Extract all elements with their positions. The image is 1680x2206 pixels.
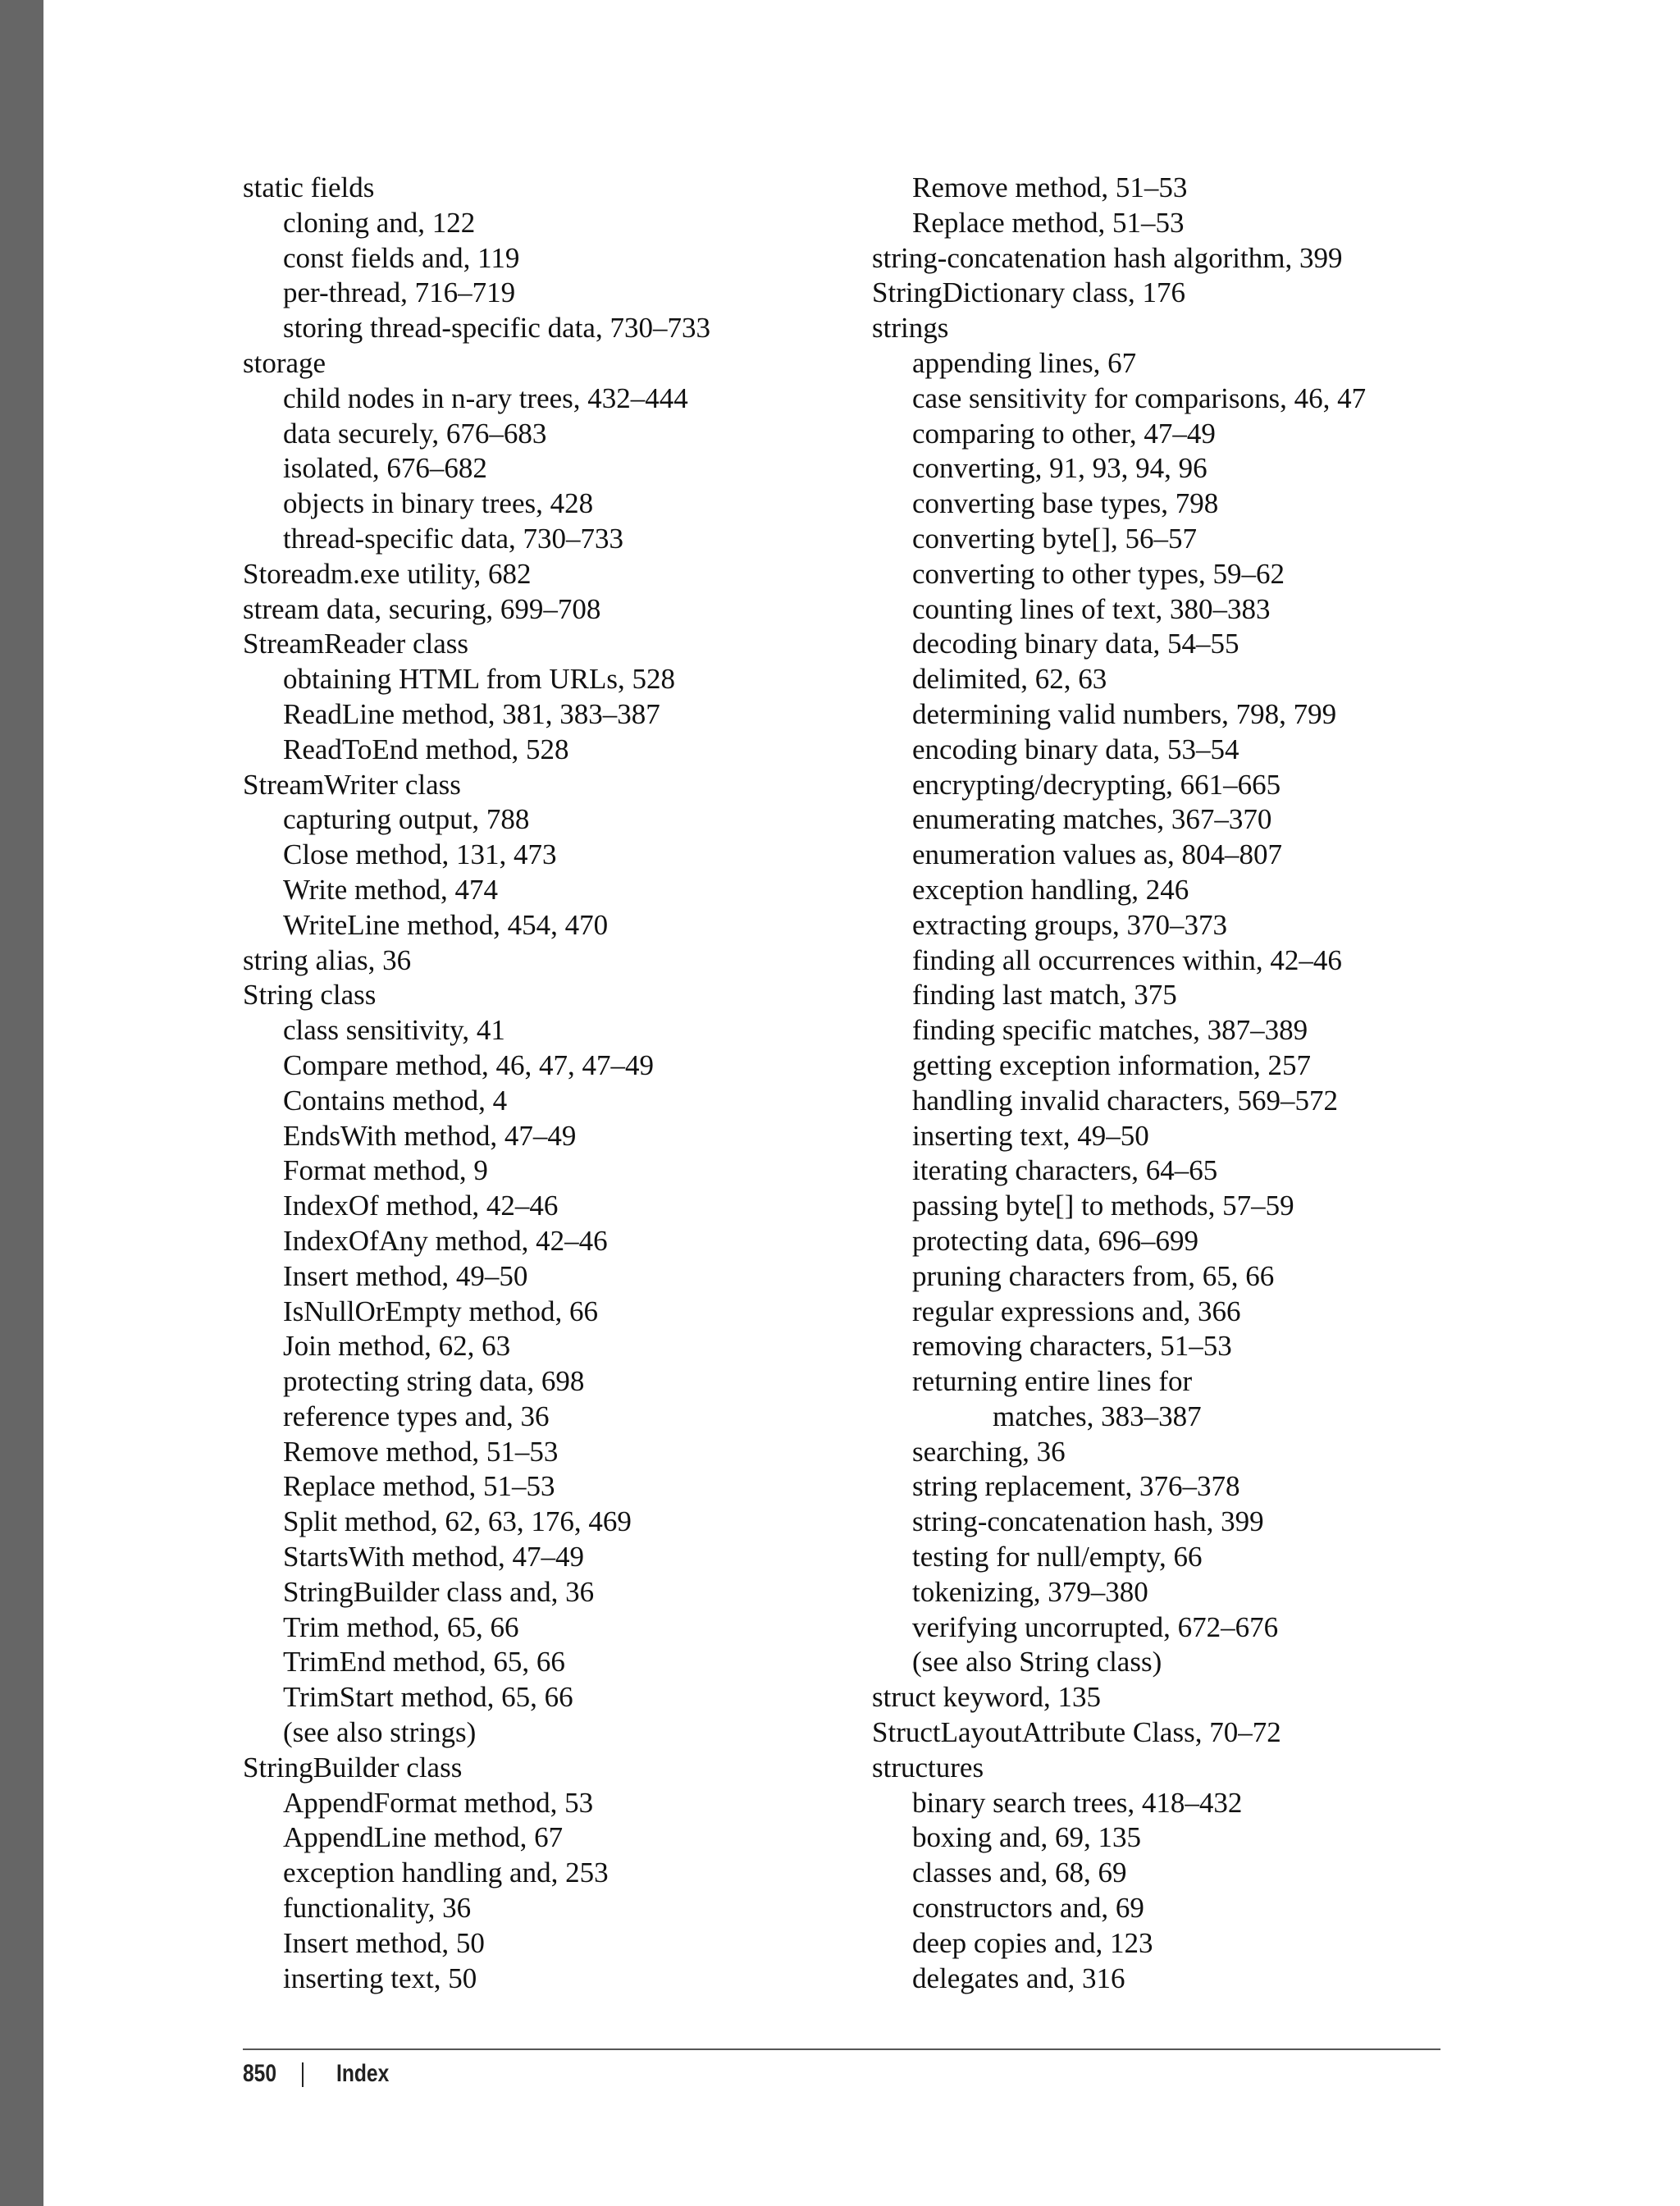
index-subentry: passing byte[] to methods, 57–59 [912,1190,1294,1222]
index-subentry: decoding binary data, 54–55 [912,628,1239,660]
index-subentry: verifying uncorrupted, 672–676 [912,1610,1279,1643]
index-subentry: TrimEnd method, 65, 66 [283,1646,565,1678]
index-subentry: (see also strings) [283,1716,477,1749]
index-subentry: converting base types, 798 [912,487,1219,520]
index-subentry: encoding binary data, 53–54 [912,733,1239,765]
index-subentry: string-concatenation hash, 399 [912,1505,1264,1538]
index-subentry: inserting text, 50 [283,1962,477,1994]
page-number: 850 [243,2060,277,2087]
index-subentry: IndexOf method, 42–46 [283,1190,559,1222]
footer-separator [302,2062,304,2087]
index-subentry: Insert method, 50 [283,1926,485,1959]
index-subentry: determining valid numbers, 798, 799 [912,697,1337,730]
section-label: Index [336,2060,390,2087]
index-subentry: StringBuilder class and, 36 [283,1575,595,1608]
index-heading: structures [872,1751,984,1784]
index-heading: storage [243,346,326,379]
index-subentry: boxing and, 69, 135 [912,1821,1142,1854]
index-subentry: Close method, 131, 473 [283,838,557,871]
index-heading: string-concatenation hash algorithm, 399 [872,241,1343,274]
index-heading: StructLayoutAttribute Class, 70–72 [872,1716,1281,1749]
index-subentry: delegates and, 316 [912,1962,1125,1994]
index-subentry: child nodes in n-ary trees, 432–444 [283,381,688,414]
index-subentry: appending lines, 67 [912,346,1137,379]
index-subentry: Compare method, 46, 47, 47–49 [283,1048,655,1081]
index-subentry: cloning and, 122 [283,206,476,239]
index-column-left [243,171,883,1996]
index-heading: stream data, securing, 699–708 [243,592,601,625]
index-subentry: regular expressions and, 366 [912,1295,1241,1327]
index-subentry: exception handling and, 253 [283,1857,609,1889]
index-subentry: string replacement, 376–378 [912,1470,1240,1503]
index-heading: StringDictionary class, 176 [872,276,1186,309]
index-subentry: enumeration values as, 804–807 [912,838,1283,871]
index-column-right [872,171,1512,1996]
index-subentry: TrimStart method, 65, 66 [283,1681,573,1714]
index-subentry: per-thread, 716–719 [283,276,516,309]
index-subentry: Join method, 62, 63 [283,1330,511,1363]
index-subentry: binary search trees, 418–432 [912,1786,1243,1819]
index-subentry: converting byte[], 56–57 [912,522,1197,555]
index-subentry: const fields and, 119 [283,241,520,274]
index-subentry: functionality, 36 [283,1892,472,1925]
index-heading: Storeadm.exe utility, 682 [243,557,532,590]
index-subentry: capturing output, 788 [283,803,530,836]
index-subentry: thread-specific data, 730–733 [283,522,623,555]
index-subentry: Format method, 9 [283,1154,488,1187]
index-subentry: Remove method, 51–53 [912,171,1188,203]
index-subentry: case sensitivity for comparisons, 46, 47 [912,381,1367,414]
index-subentry: enumerating matches, 367–370 [912,803,1272,836]
footer-rule [243,2048,1440,2050]
index-subentry: finding specific matches, 387–389 [912,1014,1308,1047]
index-heading: strings [872,312,949,345]
index-subentry: Insert method, 49–50 [283,1259,528,1292]
index-subentry: Remove method, 51–53 [283,1435,559,1468]
index-subentry: converting to other types, 59–62 [912,557,1285,590]
page-footer [243,2056,400,2092]
index-subentry: comparing to other, 47–49 [912,417,1216,450]
index-subentry: tokenizing, 379–380 [912,1575,1148,1608]
index-subentry: EndsWith method, 47–49 [283,1119,577,1152]
index-subentry: matches, 383–387 [993,1400,1202,1432]
index-subentry: counting lines of text, 380–383 [912,592,1271,625]
index-subentry: Contains method, 4 [283,1084,508,1117]
index-subentry: Replace method, 51–53 [283,1470,555,1503]
index-heading: StringBuilder class [243,1751,463,1784]
index-subentry: AppendLine method, 67 [283,1821,564,1854]
index-subentry: finding all occurrences within, 42–46 [912,943,1342,976]
index-subentry: returning entire lines for [912,1365,1193,1398]
index-subentry: Split method, 62, 63, 176, 469 [283,1505,632,1538]
index-subentry: storing thread-specific data, 730–733 [283,312,710,345]
index-subentry: exception handling, 246 [912,873,1189,906]
index-subentry: handling invalid characters, 569–572 [912,1084,1339,1117]
index-subentry: protecting data, 696–699 [912,1224,1198,1257]
index-subentry: converting, 91, 93, 94, 96 [912,452,1208,485]
index-subentry: ReadLine method, 381, 383–387 [283,697,660,730]
index-subentry: pruning characters from, 65, 66 [912,1259,1275,1292]
index-subentry: finding last match, 375 [912,979,1177,1012]
index-subentry: classes and, 68, 69 [912,1857,1127,1889]
index-subentry: AppendFormat method, 53 [283,1786,594,1819]
index-subentry: protecting string data, 698 [283,1365,585,1398]
index-subentry: Write method, 474 [283,873,499,906]
index-subentry: reference types and, 36 [283,1400,550,1432]
page-edge-bar [0,0,43,2206]
index-subentry: removing characters, 51–53 [912,1330,1232,1363]
index-subentry: class sensitivity, 41 [283,1014,505,1047]
index-subentry: Replace method, 51–53 [912,206,1185,239]
index-heading: string alias, 36 [243,943,412,976]
index-subentry: deep copies and, 123 [912,1926,1153,1959]
index-subentry: delimited, 62, 63 [912,663,1107,696]
index-heading: struct keyword, 135 [872,1681,1101,1714]
index-subentry: constructors and, 69 [912,1892,1144,1925]
index-subentry: Trim method, 65, 66 [283,1610,519,1643]
index-subentry: getting exception information, 257 [912,1048,1312,1081]
index-heading: static fields [243,171,375,203]
index-heading: String class [243,979,377,1012]
index-subentry: WriteLine method, 454, 470 [283,908,609,941]
index-subentry: inserting text, 49–50 [912,1119,1149,1152]
index-subentry: objects in binary trees, 428 [283,487,594,520]
index-subentry: IndexOfAny method, 42–46 [283,1224,608,1257]
index-subentry: ReadToEnd method, 528 [283,733,569,765]
index-heading: StreamWriter class [243,768,461,801]
index-subentry: extracting groups, 370–373 [912,908,1227,941]
index-subentry: (see also String class) [912,1646,1162,1678]
index-subentry: testing for null/empty, 66 [912,1541,1203,1573]
index-subentry: encrypting/decrypting, 661–665 [912,768,1281,801]
index-subentry: iterating characters, 64–65 [912,1154,1218,1187]
index-subentry: data securely, 676–683 [283,417,547,450]
index-subentry: IsNullOrEmpty method, 66 [283,1295,598,1327]
index-subentry: isolated, 676–682 [283,452,487,485]
index-subentry: StartsWith method, 47–49 [283,1541,585,1573]
index-subentry: obtaining HTML from URLs, 528 [283,663,675,696]
index-subentry: searching, 36 [912,1435,1066,1468]
index-heading: StreamReader class [243,628,469,660]
